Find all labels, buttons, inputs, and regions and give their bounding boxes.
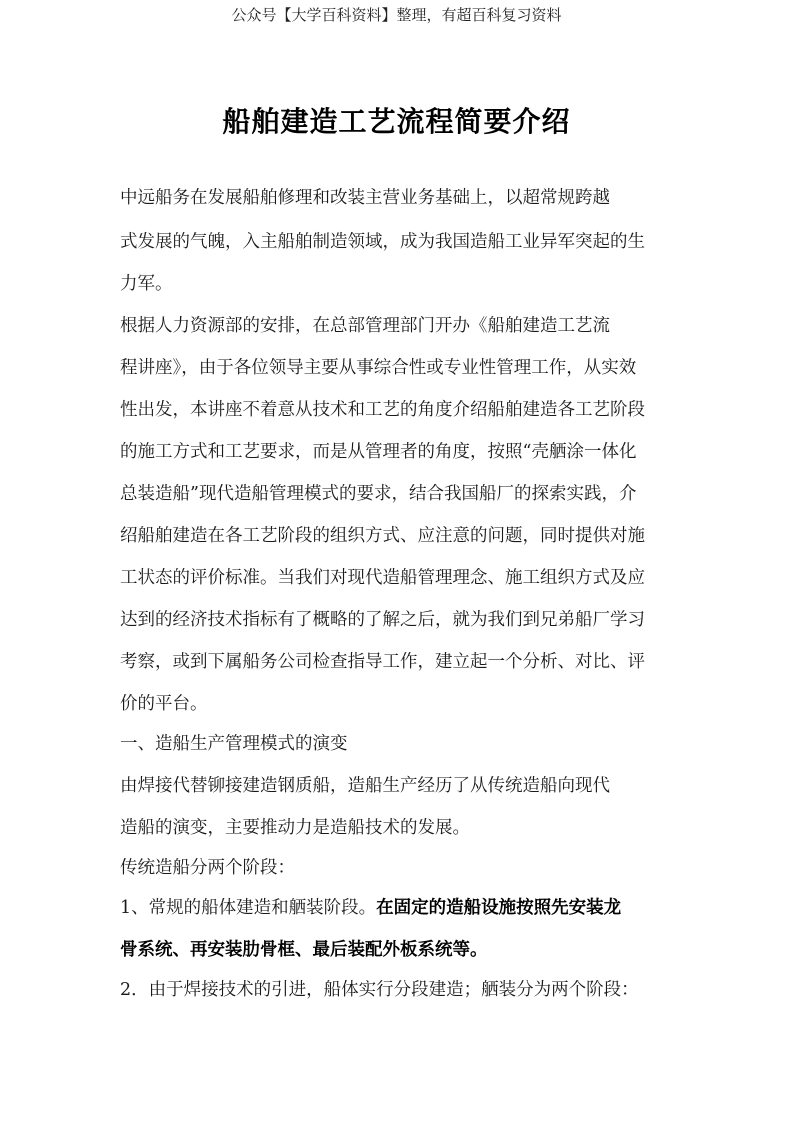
document-title: 船舶建造工艺流程简要介绍 bbox=[222, 105, 571, 138]
paragraph-line: 总装造船”现代造船管理模式的要求，结合我国船厂的探索实践，介 bbox=[120, 484, 637, 504]
paragraph-line: 由焊接代替铆接建造钢质船，造船生产经历了从传统造船向现代 bbox=[120, 776, 610, 796]
paragraph-line: 传统造船分两个阶段： bbox=[120, 858, 295, 878]
list-item-1-bold-continued: 骨系统、再安装肋骨框、最后装配外板系统等。 bbox=[120, 940, 488, 960]
paragraph-line: 造船的演变，主要推动力是造船技术的发展。 bbox=[120, 818, 470, 838]
paragraph-line: 的施工方式和工艺要求，而是从管理者的角度，按照“壳舾涂一体化 bbox=[120, 442, 637, 462]
paragraph-line: 根据人力资源部的安排，在总部管理部门开办《船舶建造工艺流 bbox=[120, 316, 610, 336]
paragraph-line: 达到的经济技术指标有了概略的了解之后，就为我们到兄弟船厂学习 bbox=[120, 610, 645, 630]
paragraph-line: 一、造船生产管理模式的演变 bbox=[120, 734, 348, 754]
paragraph-line: 式发展的气魄，入主船舶制造领域，成为我国造船工业异军突起的生 bbox=[120, 232, 645, 252]
paragraph-line: 绍船舶建造在各工艺阶段的组织方式、应注意的问题，同时提供对施 bbox=[120, 526, 645, 546]
page-header: 公众号【大学百科资料】整理，有超百科复习资料 bbox=[231, 6, 562, 24]
paragraph-line: 考察，或到下属船务公司检查指导工作，建立起一个分析、对比、评 bbox=[120, 652, 645, 672]
list-item-1-bold: 在固定的造船设施按照先安装龙 bbox=[376, 898, 622, 918]
list-item-2: 2．由于焊接技术的引进，船体实行分段建造；舾装分为两个阶段： bbox=[120, 980, 639, 1000]
paragraph-line: 工状态的评价标准。当我们对现代造船管理理念、施工组织方式及应 bbox=[120, 568, 645, 588]
list-item-1 bbox=[120, 894, 621, 919]
paragraph-line: 性出发，本讲座不着意从技术和工艺的角度介绍船舶建造各工艺阶段 bbox=[120, 400, 645, 420]
paragraph-line: 价的平台。 bbox=[120, 694, 208, 714]
paragraph-line: 力军。 bbox=[120, 274, 173, 294]
paragraph-line: 中远船务在发展船舶修理和改装主营业务基础上，以超常规跨越 bbox=[120, 188, 610, 208]
paragraph-line: 程讲座》，由于各位领导主要从事综合性或专业性管理工作，从实效 bbox=[120, 358, 637, 378]
list-item-1-normal: 1、常规的船体建造和舾装阶段。 bbox=[120, 898, 377, 918]
